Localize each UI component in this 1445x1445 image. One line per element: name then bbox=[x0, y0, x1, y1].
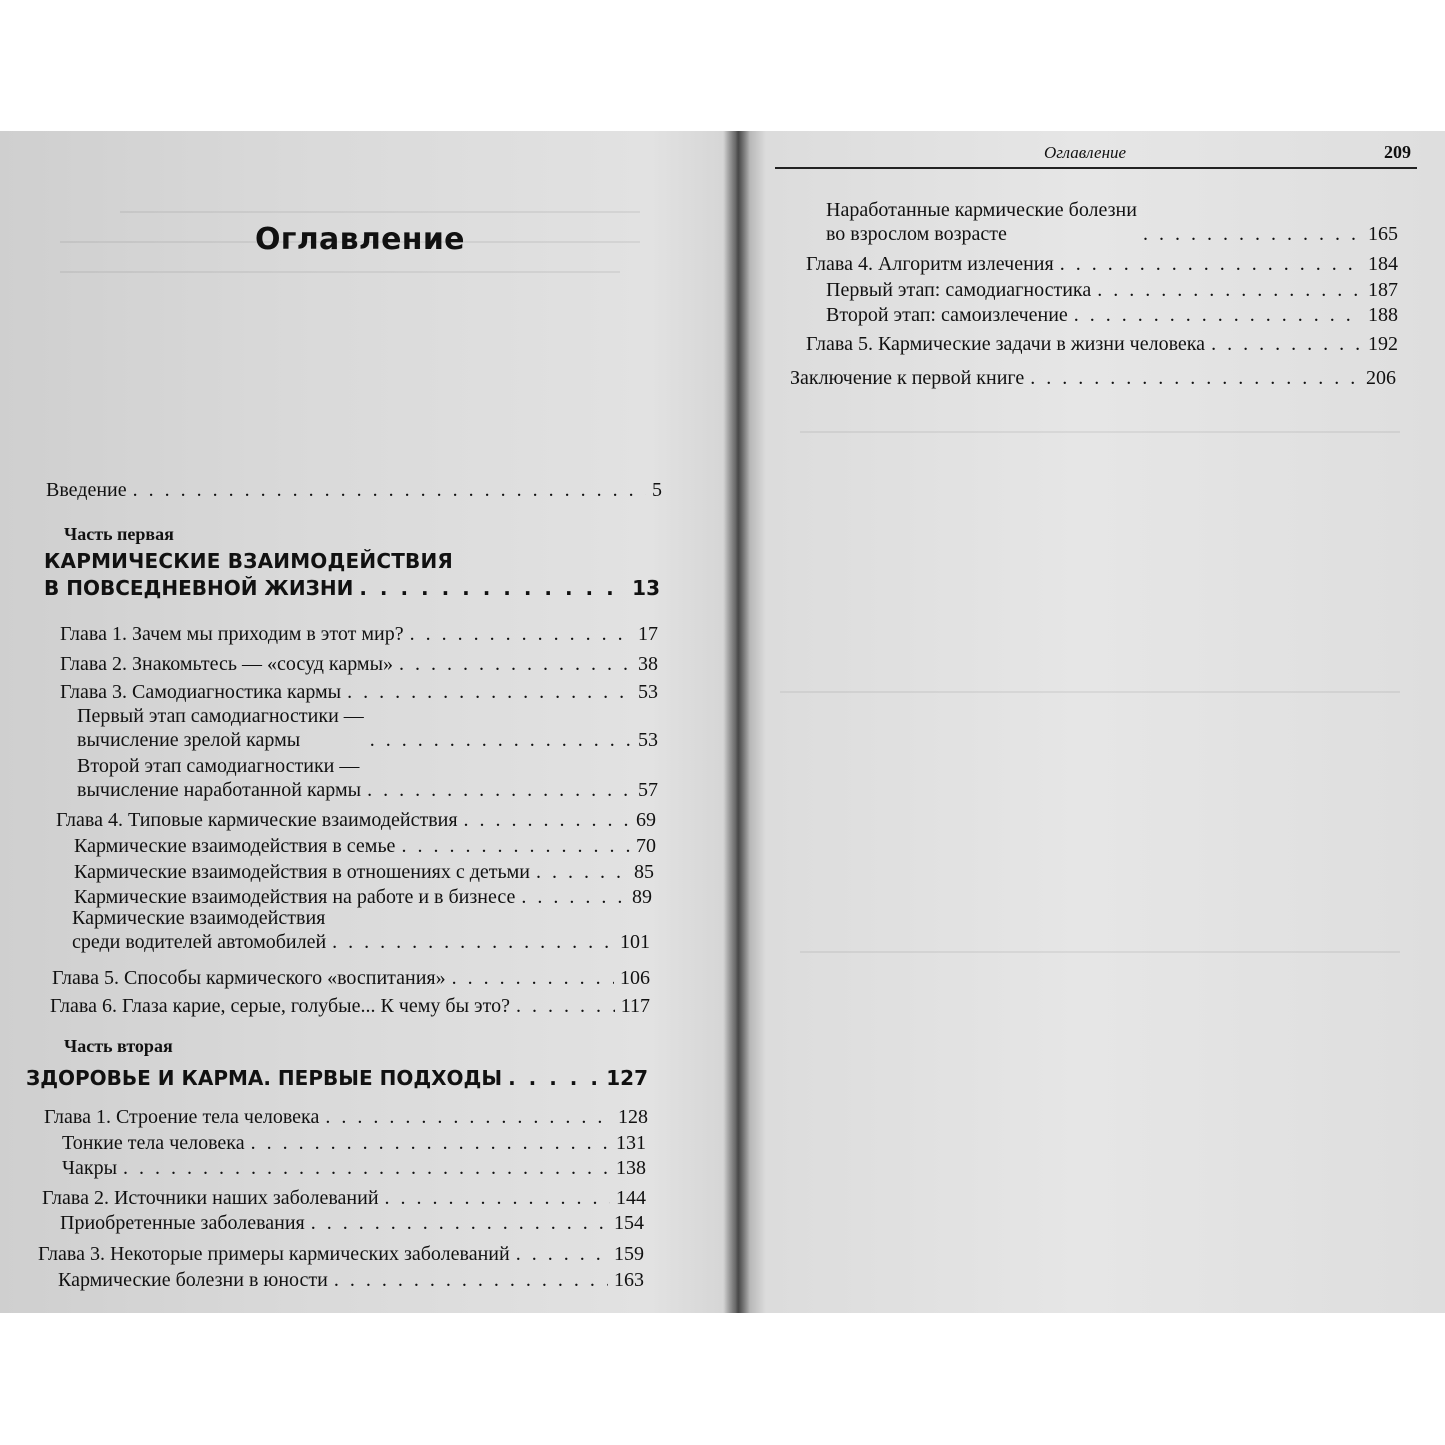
leader-dots bbox=[399, 652, 632, 676]
leader-dots bbox=[133, 478, 646, 502]
toc-entry-label: Второй этап: самоизлечение bbox=[826, 304, 1068, 326]
leader-dots bbox=[536, 860, 628, 884]
toc-entry bbox=[60, 622, 658, 646]
leader-dots bbox=[464, 808, 630, 832]
toc-entry-page: 127 bbox=[606, 1066, 648, 1090]
toc-entry bbox=[56, 808, 656, 832]
toc-entry-label: Глава 4. Типовые кармические взаимодействия bbox=[56, 809, 458, 831]
toc-entry-page: 106 bbox=[620, 967, 650, 989]
show-through-line bbox=[60, 271, 620, 273]
toc-entry bbox=[826, 303, 1398, 327]
toc-entry bbox=[60, 1211, 644, 1235]
toc-entry bbox=[42, 1186, 646, 1210]
leader-dots bbox=[1074, 303, 1362, 327]
toc-entry-label: Глава 2. Источники наших заболеваний bbox=[42, 1187, 379, 1209]
toc-entry-label: Кармические взаимодействия на работе и в бизнесе bbox=[74, 886, 516, 908]
running-header: Оглавление bbox=[1044, 143, 1127, 162]
toc-entry-page: 131 bbox=[616, 1132, 646, 1154]
leader-dots bbox=[367, 778, 632, 802]
part-title: ЗДОРОВЬЕ И КАРМА. ПЕРВЫЕ ПОДХОДЫ bbox=[26, 1066, 503, 1090]
toc-entry-label: Наработанные кармические болезни во взрослом возрасте bbox=[826, 199, 1137, 245]
show-through-line bbox=[800, 431, 1400, 433]
toc-entry-label: Глава 2. Знакомьтесь — «сосуд кармы» bbox=[60, 653, 394, 675]
toc-entry-page: 192 bbox=[1368, 333, 1398, 355]
leader-dots bbox=[401, 834, 630, 858]
toc-entry bbox=[50, 994, 650, 1018]
book-gutter bbox=[724, 131, 750, 1313]
toc-entry-page: 13 bbox=[632, 576, 660, 600]
toc-entry-page: 163 bbox=[614, 1269, 644, 1291]
toc-entry-page: 165 bbox=[1368, 223, 1398, 245]
toc-entry bbox=[58, 1268, 644, 1292]
toc-entry bbox=[72, 906, 650, 954]
toc-entry-label: Введение bbox=[46, 479, 127, 501]
toc-entry bbox=[77, 754, 658, 802]
toc-entry-page: 184 bbox=[1368, 253, 1398, 275]
toc-entry-page: 89 bbox=[632, 886, 652, 908]
leader-dots bbox=[311, 1211, 608, 1235]
leader-dots bbox=[516, 994, 615, 1018]
toc-entry-page: 70 bbox=[636, 835, 656, 857]
toc-entry bbox=[806, 332, 1398, 356]
leader-dots bbox=[508, 1066, 600, 1090]
toc-entry-page: 128 bbox=[618, 1106, 648, 1128]
toc-entry-page: 69 bbox=[636, 809, 656, 831]
toc-entry bbox=[62, 1131, 646, 1155]
show-through-line bbox=[120, 211, 640, 213]
leader-dots bbox=[385, 1186, 610, 1210]
toc-entry-label: Второй этап самодиагностики — вычисление наработанной кармы bbox=[77, 755, 362, 801]
toc-entry-page: 138 bbox=[616, 1157, 646, 1179]
toc-entry-label: Глава 5. Способы кармического «воспитания» bbox=[52, 967, 446, 989]
part-title: В ПОВСЕДНЕВНОЙ ЖИЗНИ bbox=[44, 576, 354, 600]
toc-entry-label: Глава 1. Строение тела человека bbox=[44, 1106, 320, 1128]
toc-entry bbox=[44, 1105, 648, 1129]
toc-entry bbox=[60, 680, 658, 704]
toc-entry bbox=[60, 652, 658, 676]
toc-entry-label: Глава 3. Некоторые примеры кармических заболеваний bbox=[38, 1243, 510, 1265]
leader-dots bbox=[410, 622, 632, 646]
leader-dots bbox=[370, 728, 632, 752]
toc-entry-label: Первый этап: самодиагностика bbox=[826, 279, 1092, 301]
toc-entry-page: 5 bbox=[652, 479, 662, 501]
toc-entry bbox=[62, 1156, 646, 1180]
toc-entry-page: 53 bbox=[638, 681, 658, 703]
header-rule bbox=[775, 167, 1417, 169]
part-title-entry bbox=[44, 576, 660, 600]
toc-entry bbox=[826, 198, 1398, 246]
toc-entry bbox=[77, 704, 658, 752]
toc-entry bbox=[74, 834, 656, 858]
toc-entry bbox=[38, 1242, 644, 1266]
part-label: Часть первая bbox=[64, 524, 174, 544]
leader-dots bbox=[347, 680, 632, 704]
leader-dots bbox=[359, 576, 626, 600]
toc-entry-label: Чакры bbox=[62, 1157, 118, 1179]
toc-entry-label: Глава 4. Алгоритм излечения bbox=[806, 253, 1054, 275]
leader-dots bbox=[516, 1242, 608, 1266]
toc-entry-page: 159 bbox=[614, 1243, 644, 1265]
toc-entry-page: 144 bbox=[616, 1187, 646, 1209]
toc-entry-label: Приобретенные заболевания bbox=[60, 1212, 305, 1234]
show-through-line bbox=[780, 691, 1400, 693]
toc-entry-page: 53 bbox=[638, 729, 658, 751]
leader-dots bbox=[325, 1105, 612, 1129]
leader-dots bbox=[452, 966, 614, 990]
toc-entry-label: Заключение к первой книге bbox=[790, 367, 1025, 389]
toc-entry-label: Глава 6. Глаза карие, серые, голубые... К чему бы это? bbox=[50, 995, 510, 1017]
toc-entry-page: 38 bbox=[638, 653, 658, 675]
toc-entry-page: 101 bbox=[620, 931, 650, 953]
part-label: Часть вторая bbox=[64, 1036, 173, 1056]
toc-entry-page: 85 bbox=[634, 861, 654, 883]
toc-entry-label: Кармические болезни в юности bbox=[58, 1269, 328, 1291]
toc-entry-page: 188 bbox=[1368, 304, 1398, 326]
leader-dots bbox=[1143, 222, 1362, 246]
toc-entry-label: Глава 5. Кармические задачи в жизни человека bbox=[806, 333, 1206, 355]
toc-entry-label: Тонкие тела человека bbox=[62, 1132, 245, 1154]
toc-entry-label: Кармические взаимодействия среди водителей автомобилей bbox=[72, 907, 327, 953]
toc-entry-label: Кармические взаимодействия в семье bbox=[74, 835, 396, 857]
toc-entry-page: 187 bbox=[1368, 279, 1398, 301]
page-title: Оглавление bbox=[255, 222, 465, 257]
toc-entry bbox=[52, 966, 650, 990]
toc-entry-page: 17 bbox=[638, 623, 658, 645]
leader-dots bbox=[1060, 252, 1362, 276]
part-title: КАРМИЧЕСКИЕ ВЗАИМОДЕЙСТВИЯ bbox=[44, 549, 454, 573]
leader-dots bbox=[1030, 366, 1360, 390]
leader-dots bbox=[1211, 332, 1362, 356]
toc-entry-label: Первый этап самодиагностики — вычисление зрелой кармы bbox=[77, 705, 364, 751]
part-title-entry bbox=[26, 1066, 648, 1090]
toc-entry-intro bbox=[46, 478, 662, 502]
leader-dots bbox=[251, 1131, 610, 1155]
toc-entry-page: 57 bbox=[638, 779, 658, 801]
toc-entry-label: Кармические взаимодействия в отношениях с детьми bbox=[74, 861, 530, 883]
toc-entry-page: 206 bbox=[1366, 367, 1396, 389]
toc-entry-page: 154 bbox=[614, 1212, 644, 1234]
toc-entry-page: 117 bbox=[620, 995, 650, 1017]
toc-entry bbox=[806, 252, 1398, 276]
leader-dots bbox=[1097, 278, 1362, 302]
leader-dots bbox=[332, 930, 614, 954]
toc-entry bbox=[826, 278, 1398, 302]
page-number: 209 bbox=[1384, 142, 1411, 162]
leader-dots bbox=[123, 1156, 610, 1180]
toc-entry-label: Глава 3. Самодиагностика кармы bbox=[60, 681, 342, 703]
toc-entry-label: Глава 1. Зачем мы приходим в этот мир? bbox=[60, 623, 404, 645]
leader-dots bbox=[334, 1268, 608, 1292]
toc-entry bbox=[790, 366, 1396, 390]
toc-entry bbox=[74, 860, 654, 884]
show-through-line bbox=[800, 951, 1400, 953]
